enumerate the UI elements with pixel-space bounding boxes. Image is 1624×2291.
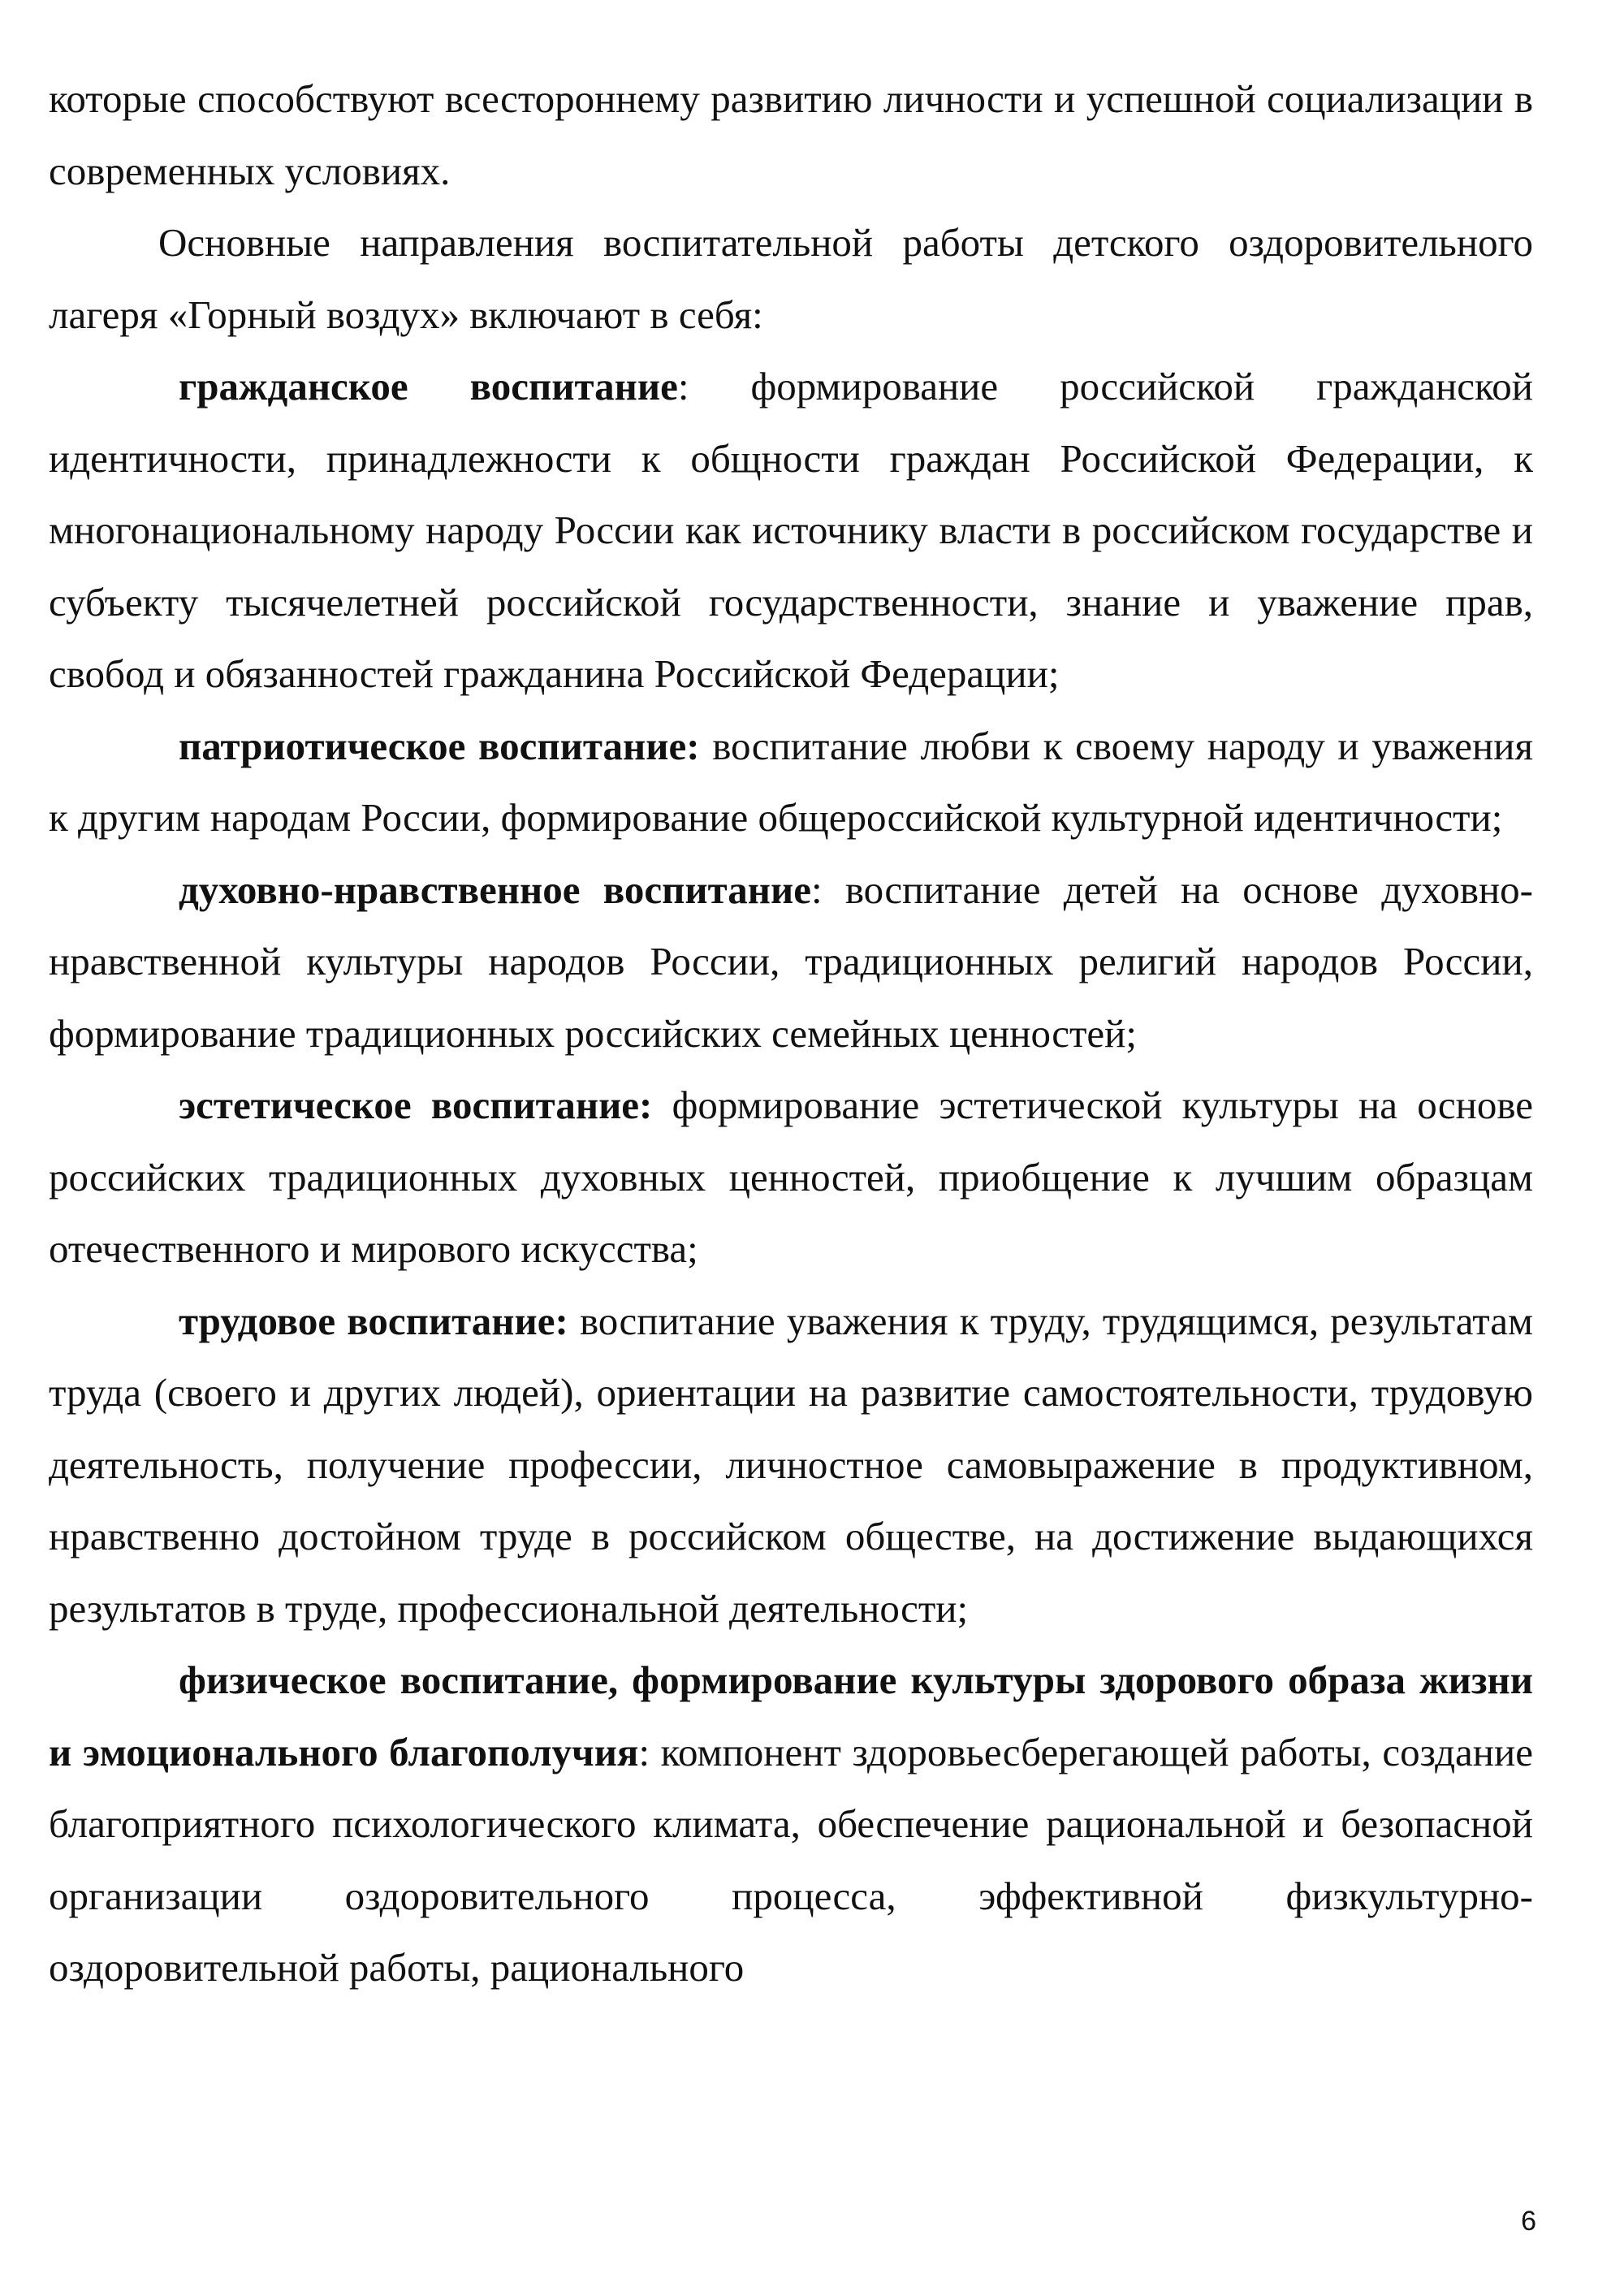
paragraph-physical-education [49,1645,1533,2004]
paragraph-text: : воспитание детей на основе духовно-нравственной культуры народов России, традиционных религий народов России, формирование традиционных российских семейных ценностей; [49,867,1533,1056]
paragraph-text: воспитание любви к своему народу и уважения к другим народам России, формирование общероссийской культурной идентичности; [49,723,1533,840]
paragraph-term: эстетическое воспитание: [179,1083,653,1127]
paragraph-text: Основные направления воспитательной работы детского оздоровительного лагеря «Горный воздух» включают в себя: [49,220,1533,337]
paragraph-patriotic-education [49,711,1533,854]
paragraph-text: : формирование российской гражданской идентичности, принадлежности к общности граждан Российской Федерации, к многонациональному народу России как источнику власти в российском государстве и субъекту тысячелетней российской государственности, знание и уважение прав, свобод и обязанностей гражданина Российской Федерации; [49,364,1533,696]
paragraph-term: духовно-нравственное воспитание [179,867,811,912]
document-page [49,63,1533,2004]
paragraph-spiritual-moral-education [49,854,1533,1070]
paragraph-text: : компонент здоровьесберегающей работы, создание благоприятного психологического климата, обеспечение рациональной и безопасной организации оздоровительного процесса, эффективной физкультурно-оздоровительной работы, рационального [49,1729,1533,1990]
paragraph-aesthetic-education [49,1070,1533,1286]
paragraph-intro [49,207,1533,351]
paragraph-term: трудовое воспитание: [179,1298,568,1343]
paragraph-labor-education [49,1286,1533,1645]
paragraph-term: патриотическое воспитание: [179,723,700,768]
paragraph-term: гражданское воспитание [179,364,678,408]
paragraph-text: воспитание уважения к труду, трудящимся, результатам труда (своего и других людей), ориентации на развитие самостоятельности, трудовую деятельность, получение профессии, личностное самовыражение в продуктивном, нравственно достойном труде в российском обществе, на достижение выдающихся результатов в труде, профессиональной деятельности; [49,1298,1534,1631]
paragraph-term: физическое воспитание, формирование культуры здорового образа жизни и эмоционального благополучия [49,1658,1533,1774]
paragraph-text: формирование эстетической культуры на основе российских традиционных духовных ценностей, приобщение к лучшим образцам отечественного и мирового искусства; [49,1083,1533,1271]
paragraph-text: которые способствуют всестороннему развитию личности и успешной социализации в современных условиях. [49,76,1533,193]
page-number: 6 [1521,2206,1536,2237]
paragraph-civic-education [49,351,1533,711]
paragraph-continuation [49,63,1533,207]
